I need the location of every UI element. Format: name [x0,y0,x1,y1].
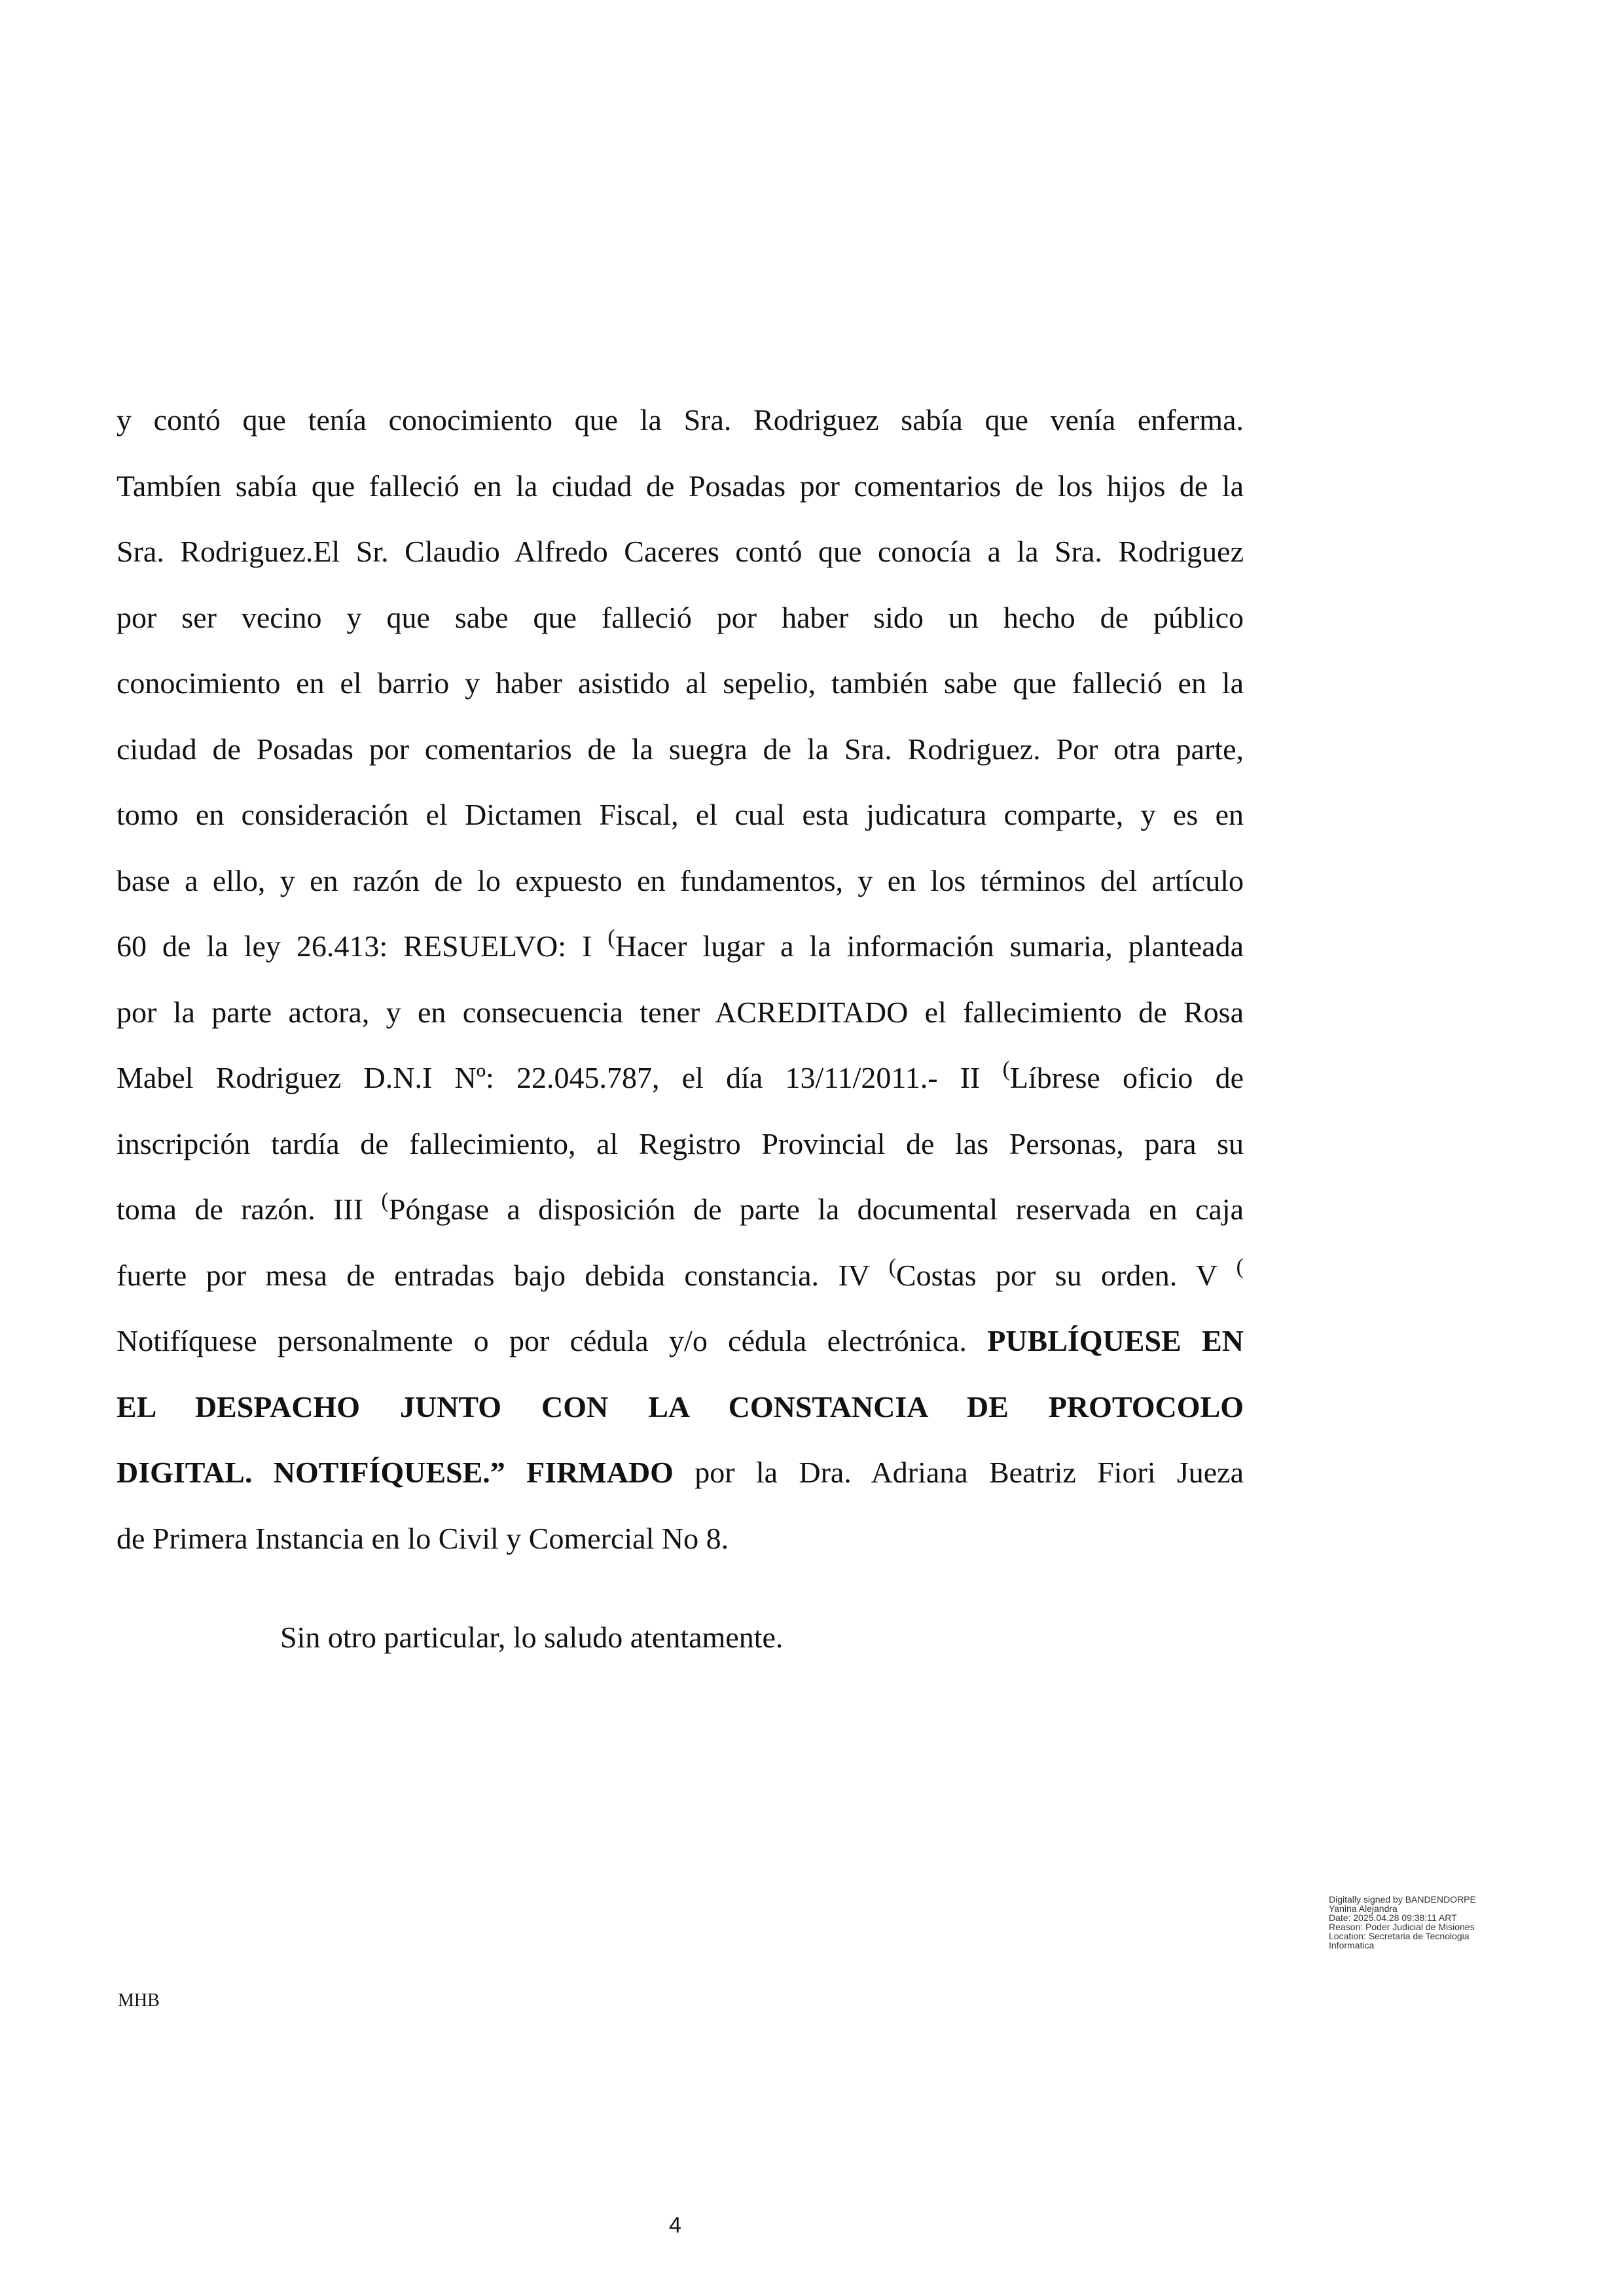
paren-mark: ( [381,1189,389,1213]
author-initials: MHB [118,1990,160,2011]
text-line: y contó que tenía conocimiento que la Sra. Rodriguez sabía que venía enferma. [117,403,1244,437]
text-line: base a ello, y en razón de lo expuesto en fundamentos, y en los términos del artículo [117,863,1244,897]
text-line: ciudad de Posadas por comentarios de la suegra de la Sra. Rodriguez. Por otra parte, [117,732,1244,766]
digital-signature-stamp [1329,1895,1525,1950]
text-line: inscripción tardía de fallecimiento, al Registro Provincial de las Personas, para su [117,1126,1244,1160]
text-line [117,1440,1244,1506]
text-segment: Costas por su orden. V [895,1258,1236,1292]
signature-line: Date: 2025.04.28 09:38:11 ART [1329,1912,1457,1923]
signature-line: Reason: Poder Judicial de Misiones [1329,1922,1475,1932]
text-line [117,1308,1244,1374]
text-segment: Póngase a disposición de parte la documental reservada en caja [388,1193,1244,1226]
text-line: de Primera Instancia en lo Civil y Comercial No 8. [117,1521,729,1555]
signature-line: Location: Secretaria de Tecnologia [1329,1931,1470,1941]
text-line: Sra. Rodriguez.El Sr. Claudio Alfredo Caceres contó que conocía a la Sra. Rodriguez [117,535,1244,568]
text-segment: toma de razón. III [117,1193,382,1226]
signature-line: Informatica [1329,1940,1375,1950]
paren-mark: ( [1002,1057,1010,1081]
text-line [117,1177,1244,1243]
signature-line: Digitally signed by BANDENDORPE [1329,1894,1476,1905]
signature-line: Yanina Alejandra [1329,1903,1398,1914]
text-segment: Mabel Rodriguez D.N.I Nº: 22.045.787, el día 13/11/2011.- II [117,1061,1003,1094]
text-segment: Líbrese oficio de [1009,1061,1244,1094]
text-segment: Notifíquese personalmente o por cédula y/o cédula electrónica. [117,1324,988,1357]
text-line: por la parte actora, y en consecuencia tener ACREDITADO el fallecimiento de Rosa [117,995,1244,1029]
body-text [117,387,1244,1571]
bold-segment: PUBLÍQUESE EN [987,1324,1244,1357]
closing-salutation: Sin otro particular, lo saludo atentamente. [280,1621,784,1654]
bold-line: EL DESPACHO JUNTO CON LA CONSTANCIA DE PROTOCOLO [117,1390,1244,1424]
text-line [117,1045,1244,1111]
paren-mark: ( [1236,1254,1244,1279]
page-number: 4 [669,2213,681,2238]
text-segment: por la Dra. Adriana Beatriz Fiori Jueza [673,1456,1244,1489]
text-segment: Hacer lugar a la información sumaria, planteada [615,929,1244,963]
text-line [117,914,1244,980]
text-line [117,1243,1244,1309]
paren-mark: ( [888,1254,896,1279]
text-line: tomo en consideración el Dictamen Fiscal, el cual esta judicatura comparte, y es en [117,798,1244,831]
text-line: por ser vecino y que sabe que falleció por haber sido un hecho de público [117,600,1244,634]
text-line: conocimiento en el barrio y haber asistido al sepelio, también sabe que falleció en la [117,666,1244,700]
text-segment: fuerte por mesa de entradas bajo debida constancia. IV [117,1258,889,1292]
text-line: Tambíen sabía que falleció en la ciudad de Posadas por comentarios de los hijos de la [117,469,1244,503]
paren-mark: ( [607,925,615,950]
bold-segment: DIGITAL. NOTIFÍQUESE.” FIRMADO [117,1456,674,1489]
text-segment: 60 de la ley 26.413: RESUELVO: I [117,929,608,963]
